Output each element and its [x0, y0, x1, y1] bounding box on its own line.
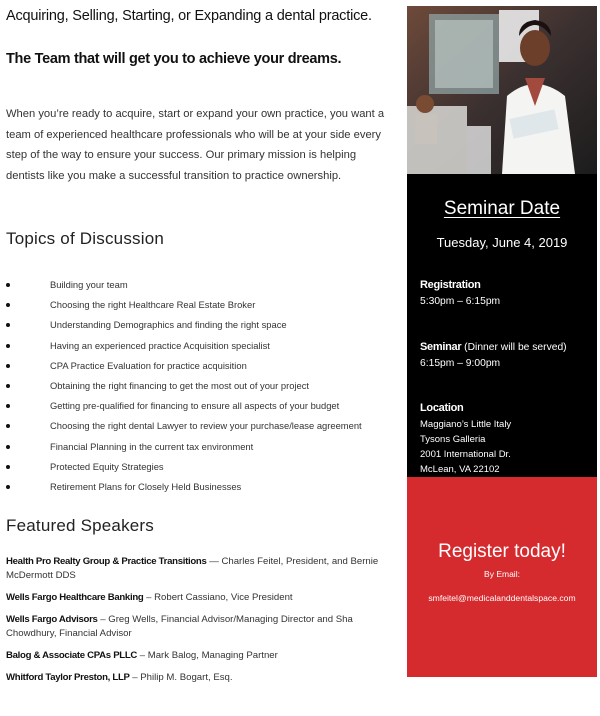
speaker-org: Whitford Taylor Preston, LLP	[6, 672, 130, 683]
registration-label: Registration	[420, 279, 481, 291]
bullet-icon	[6, 445, 10, 449]
headline: Acquiring, Selling, Starting, or Expanding a dental practice.	[6, 8, 372, 24]
speaker-org: Wells Fargo Healthcare Banking	[6, 592, 144, 603]
list-item	[6, 336, 362, 356]
speaker-names: – Philip M. Bogart, Esq.	[129, 672, 233, 683]
sidebar	[407, 6, 597, 677]
topic-text: CPA Practice Evaluation for practice acquisition	[50, 359, 247, 371]
speaker-org: Balog & Associate CPAs PLLC	[6, 650, 138, 661]
topic-text: Choosing the right Healthcare Real Estate Broker	[50, 299, 256, 311]
photo-illustration	[407, 6, 597, 174]
list-item	[6, 356, 362, 376]
location-line: McLean, VA 22102	[420, 464, 500, 475]
location-line: Tysons Galleria	[420, 434, 486, 445]
location-block	[420, 400, 511, 477]
speaker-entry	[6, 591, 398, 605]
email-link[interactable]: smfeitel@medicalanddentalspace.com	[428, 593, 576, 603]
topic-text: Understanding Demographics and finding the right space	[50, 319, 287, 331]
speaker-entry	[6, 649, 398, 663]
list-item	[6, 396, 362, 416]
topic-text: Having an experienced practice Acquisition specialist	[50, 339, 270, 351]
speaker-names: – Mark Balog, Managing Partner	[137, 650, 278, 661]
registration-time: 5:30pm – 6:15pm	[420, 296, 501, 307]
speaker-org: Health Pro Realty Group & Practice Transitions	[6, 556, 207, 567]
seminar-time: 6:15pm – 9:00pm	[420, 358, 501, 369]
bullet-icon	[6, 465, 10, 469]
list-item	[6, 295, 362, 315]
register-panel	[407, 477, 597, 677]
seminar-title: Seminar Date	[443, 198, 561, 219]
registration-block	[420, 277, 500, 310]
topic-text: Retirement Plans for Closely Held Businesses	[50, 480, 242, 492]
bullet-icon	[6, 384, 10, 388]
topic-text: Building your team	[50, 279, 128, 290]
topic-text: Choosing the right dental Lawyer to review your purchase/lease agreement	[50, 420, 362, 432]
speaker-entry	[6, 671, 398, 685]
bullet-icon	[6, 303, 10, 307]
bullet-icon	[6, 424, 10, 428]
register-heading: Register today!	[438, 541, 566, 562]
topic-text: Obtaining the right financing to get the most out of your project	[50, 379, 310, 391]
speaker-entry	[6, 613, 398, 641]
location-label: Location	[420, 402, 464, 414]
topic-text: Financial Planning in the current tax environment	[50, 440, 254, 452]
seminar-panel	[407, 174, 597, 477]
list-item	[6, 376, 362, 396]
topic-text: Getting pre-qualified for financing to ensure all aspects of your budget	[50, 400, 340, 412]
speaker-entry	[6, 555, 398, 583]
bullet-icon	[6, 323, 10, 327]
seminar-date: Tuesday, June 4, 2019	[436, 235, 568, 250]
list-item	[6, 477, 362, 497]
bullet-icon	[6, 283, 10, 287]
bullet-icon	[6, 485, 10, 489]
speaker-names: – Robert Cassiano, Vice President	[143, 592, 293, 603]
bullet-icon	[6, 404, 10, 408]
seminar-block	[420, 339, 567, 372]
subheadline: The Team that will get you to achieve your dreams.	[6, 51, 342, 67]
location-line: Maggiano’s Little Italy	[420, 419, 512, 430]
list-item	[6, 275, 362, 295]
intro-paragraph: When you’re ready to acquire, start or expand your own practice, you want a team of experienced healthcare professionals who will be at your side every step of the way to ensure your success. Our primary mission is helping dentists like you make a successful transition to practice ownership.	[6, 108, 385, 182]
bullet-icon	[6, 364, 10, 368]
bullet-icon	[6, 344, 10, 348]
topic-text: Protected Equity Strategies	[50, 460, 164, 472]
dental-professional-photo	[407, 6, 597, 174]
location-line: 2001 International Dr.	[420, 449, 511, 460]
list-item	[6, 416, 362, 436]
seminar-note: (Dinner will be served)	[461, 342, 567, 353]
by-email-label: By Email:	[484, 569, 520, 579]
list-item	[6, 315, 362, 335]
speakers-title: Featured Speakers	[6, 516, 154, 535]
speaker-names: — Charles Feitel, President, and Bernie McDermott DDS	[6, 556, 379, 581]
speaker-names: – Greg Wells, Financial Advisor/Managing Director and Sha Chowdhury, Financial Advisor	[6, 614, 353, 639]
topics-list	[6, 275, 362, 497]
seminar-label: Seminar	[420, 341, 462, 353]
speaker-org: Wells Fargo Advisors	[6, 614, 98, 625]
topics-title: Topics of Discussion	[6, 229, 165, 248]
list-item	[6, 457, 362, 477]
speakers-list	[6, 555, 398, 693]
list-item	[6, 437, 362, 457]
